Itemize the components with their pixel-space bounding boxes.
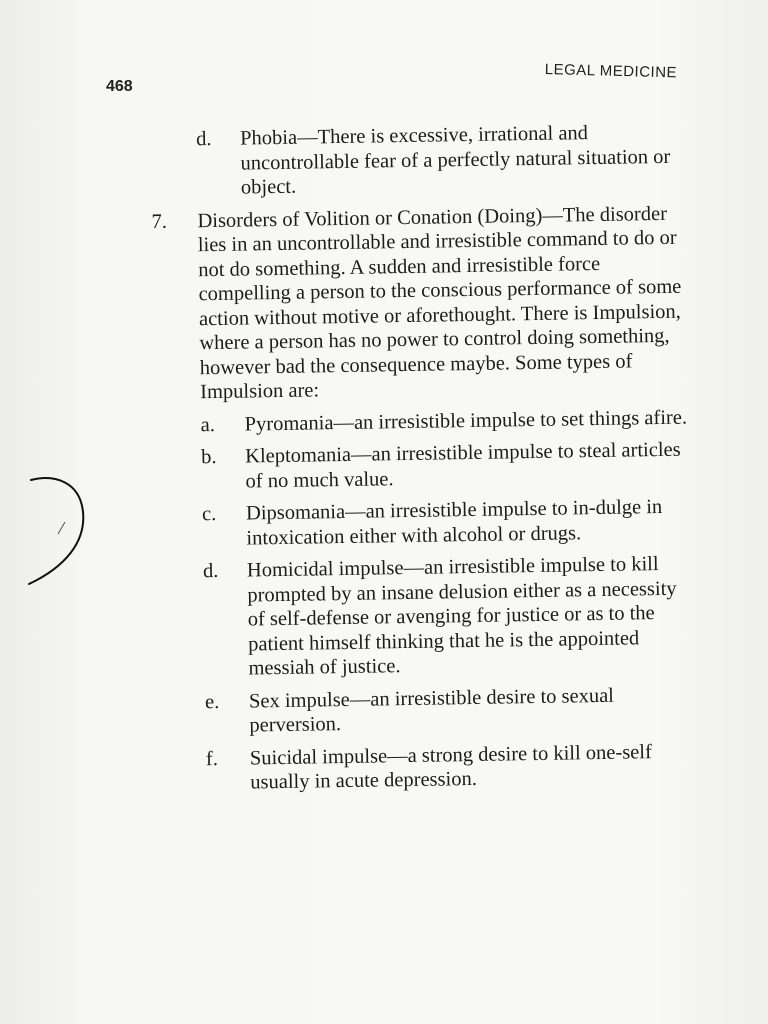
item-text: Suicidal impulse—a strong desire to kill one-self usually in acute depression.	[249, 740, 652, 794]
item-marker: d.	[202, 559, 219, 583]
list-item-dipsomania	[156, 494, 697, 551]
list-item-pyromania	[154, 405, 694, 438]
item-text: Dipsomania—an irresistible impulse to in-dulge in intoxication either with alcohol or drugs.	[245, 496, 663, 550]
item-text: Kleptomania—an irresistible impulse to steal articles of no much value.	[244, 438, 681, 493]
list-item-phobia	[150, 120, 691, 202]
running-head: LEGAL MEDICINE	[544, 61, 678, 82]
item-marker: c.	[201, 503, 217, 526]
item-marker: a.	[200, 413, 216, 436]
page-number: 468	[106, 78, 133, 95]
item-marker: 7.	[151, 210, 168, 233]
handwritten-bracket-mark	[25, 472, 95, 592]
item-text: Pyromania—an irresistible impulse to set things afire.	[244, 406, 688, 436]
impulsion-list	[154, 405, 700, 796]
item-text: Sex impulse—an irresistible desire to sexual perversion.	[248, 684, 615, 737]
item-marker: d.	[196, 128, 212, 151]
list-item-suicidal-impulse	[160, 739, 701, 796]
body-text	[150, 120, 701, 805]
item-marker: b.	[201, 445, 217, 469]
item-text: Homicidal impulse—an irresistible impulse to kill prompted by an insane delusion either as a necessity of self-defense or avenging for justice or as to the patient himself thinking that he is the appointed messiah of justice.	[246, 553, 677, 680]
item-marker: f.	[205, 747, 219, 770]
item-text: Phobia—There is excessive, irrational and uncontrollable fear of a perfectly natural situation or object.	[240, 122, 671, 199]
list-item-disorders-of-volition	[151, 201, 694, 405]
item-text: Disorders of Volition or Conation (Doing)—The disorder lies in an uncontrollable and irresistible command to do or not do something. A sudden and irresistible force compelling a person to the conscious performance of some action without motive or aforethought. There is Impulsion, where a person has no power to control doing something, however bad the consequence maybe. Some types of Impulsion are:	[197, 202, 682, 404]
list-item-sex-impulse	[159, 682, 700, 739]
list-item-kleptomania	[155, 437, 696, 494]
list-item-homicidal-impulse	[157, 551, 699, 682]
item-marker: e.	[204, 690, 220, 713]
